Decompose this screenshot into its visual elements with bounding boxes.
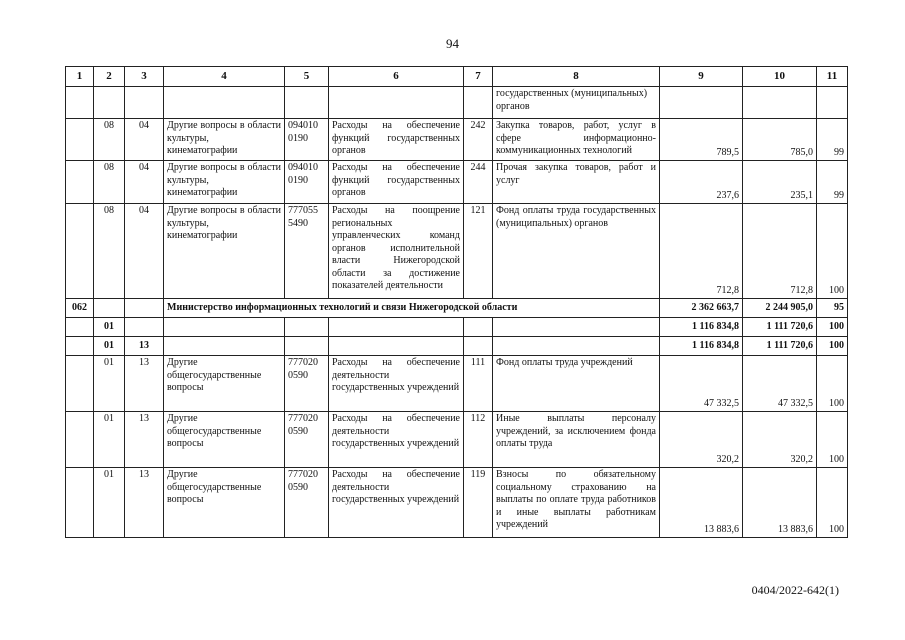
cell-1	[66, 161, 94, 204]
header-cell: 7	[464, 67, 493, 87]
table-row	[66, 87, 848, 119]
cell-3	[125, 299, 164, 318]
cell-4: Другие вопросы в области культуры, кинематографии	[164, 204, 285, 299]
cell-3: 13	[125, 337, 164, 356]
table-row	[66, 119, 848, 161]
cell-10: 1 111 720,6	[743, 318, 817, 337]
cell-5	[285, 87, 329, 119]
cell-6: Расходы на обеспечение деятельности государственных учреждений	[329, 468, 464, 538]
cell-3: 04	[125, 119, 164, 161]
cell-8: Прочая закупка товаров, работ и услуг	[493, 161, 660, 204]
cell-7: 242	[464, 119, 493, 161]
cell-8: Взносы по обязательному социальному страхованию на выплаты по оплате труда работников и иные выплаты работникам учреждений	[493, 468, 660, 538]
cell-10: 13 883,6	[743, 468, 817, 538]
cell-7: 244	[464, 161, 493, 204]
cell-11: 99	[817, 161, 848, 204]
cell-5	[285, 337, 329, 356]
cell-4: Другие общегосударственные вопросы	[164, 412, 285, 468]
section-row	[66, 318, 848, 337]
table-row	[66, 468, 848, 538]
cell-9	[660, 87, 743, 119]
table-row	[66, 356, 848, 412]
table-row	[66, 412, 848, 468]
cell-6: Расходы на обеспечение функций государственных органов	[329, 119, 464, 161]
cell-10: 2 244 905,0	[743, 299, 817, 318]
cell-7: 111	[464, 356, 493, 412]
budget-table	[65, 66, 848, 538]
cell-9: 789,5	[660, 119, 743, 161]
cell-1	[66, 318, 94, 337]
cell-2	[94, 299, 125, 318]
cell-8	[493, 337, 660, 356]
cell-11: 100	[817, 318, 848, 337]
cell-6: Расходы на обеспечение функций государственных органов	[329, 161, 464, 204]
cell-1	[66, 87, 94, 119]
cell-3: 13	[125, 356, 164, 412]
cell-10	[743, 87, 817, 119]
cell-9: 13 883,6	[660, 468, 743, 538]
cell-6	[329, 87, 464, 119]
cell-8	[493, 318, 660, 337]
cell-9: 1 116 834,8	[660, 337, 743, 356]
table-row	[66, 204, 848, 299]
cell-8: Закупка товаров, работ, услуг в сфере информационно-коммуникационных технологий	[493, 119, 660, 161]
cell-9: 712,8	[660, 204, 743, 299]
cell-7: 112	[464, 412, 493, 468]
cell-10: 320,2	[743, 412, 817, 468]
ministry-row	[66, 299, 848, 318]
cell-9: 2 362 663,7	[660, 299, 743, 318]
header-cell: 1	[66, 67, 94, 87]
cell-2: 08	[94, 119, 125, 161]
cell-7	[464, 318, 493, 337]
cell-1	[66, 412, 94, 468]
cell-5: 777020 0590	[285, 468, 329, 538]
cell-11: 100	[817, 412, 848, 468]
header-cell: 2	[94, 67, 125, 87]
ministry-code: 062	[66, 299, 94, 318]
cell-2: 08	[94, 204, 125, 299]
cell-5	[285, 318, 329, 337]
cell-8: Фонд оплаты труда учреждений	[493, 356, 660, 412]
cell-8: Фонд оплаты труда государственных (муниципальных) органов	[493, 204, 660, 299]
cell-7	[464, 87, 493, 119]
cell-6: Расходы на обеспечение деятельности государственных учреждений	[329, 356, 464, 412]
header-row	[66, 67, 848, 87]
cell-4: Другие вопросы в области культуры, кинематографии	[164, 161, 285, 204]
cell-5: 094010 0190	[285, 119, 329, 161]
header-cell: 6	[329, 67, 464, 87]
cell-4: Другие общегосударственные вопросы	[164, 356, 285, 412]
cell-10: 712,8	[743, 204, 817, 299]
cell-5: 777020 0590	[285, 356, 329, 412]
cell-4	[164, 87, 285, 119]
page-number: 94	[446, 36, 459, 51]
cell-3: 13	[125, 468, 164, 538]
cell-2	[94, 87, 125, 119]
cell-7: 119	[464, 468, 493, 538]
header-cell: 4	[164, 67, 285, 87]
cell-2: 01	[94, 356, 125, 412]
cell-2: 01	[94, 412, 125, 468]
cell-5: 777020 0590	[285, 412, 329, 468]
header-cell: 3	[125, 67, 164, 87]
cell-10: 47 332,5	[743, 356, 817, 412]
cell-11	[817, 87, 848, 119]
cell-8: Иные выплаты персоналу учреждений, за исключением фонда оплаты труда	[493, 412, 660, 468]
cell-3	[125, 87, 164, 119]
cell-7	[464, 337, 493, 356]
cell-6	[329, 318, 464, 337]
cell-3: 13	[125, 412, 164, 468]
header-cell: 5	[285, 67, 329, 87]
cell-1	[66, 119, 94, 161]
header-cell: 8	[493, 67, 660, 87]
cell-1	[66, 337, 94, 356]
cell-6	[329, 337, 464, 356]
cell-11: 99	[817, 119, 848, 161]
cell-9: 320,2	[660, 412, 743, 468]
table-row	[66, 161, 848, 204]
cell-6: Расходы на поощрение региональных управленческих команд органов исполнительной власти Нижегородской области за достижение показателей деятельности	[329, 204, 464, 299]
cell-1	[66, 468, 94, 538]
cell-8: государственных (муниципальных) органов	[493, 87, 660, 119]
ministry-title: Министерство информационных технологий и связи Нижегородской области	[164, 299, 660, 318]
cell-2: 08	[94, 161, 125, 204]
cell-9: 47 332,5	[660, 356, 743, 412]
cell-11: 100	[817, 337, 848, 356]
cell-7: 121	[464, 204, 493, 299]
cell-9: 237,6	[660, 161, 743, 204]
cell-4: Другие общегосударственные вопросы	[164, 468, 285, 538]
document-code: 0404/2022-642(1)	[751, 583, 839, 597]
subsection-row	[66, 337, 848, 356]
header-cell: 9	[660, 67, 743, 87]
cell-4: Другие вопросы в области культуры, кинематографии	[164, 119, 285, 161]
header-cell: 11	[817, 67, 848, 87]
cell-5: 777055 5490	[285, 204, 329, 299]
cell-10: 785,0	[743, 119, 817, 161]
cell-1	[66, 204, 94, 299]
cell-11: 100	[817, 468, 848, 538]
cell-3	[125, 318, 164, 337]
cell-2: 01	[94, 468, 125, 538]
cell-11: 95	[817, 299, 848, 318]
cell-6: Расходы на обеспечение деятельности государственных учреждений	[329, 412, 464, 468]
cell-2: 01	[94, 318, 125, 337]
cell-11: 100	[817, 356, 848, 412]
cell-11: 100	[817, 204, 848, 299]
header-cell: 10	[743, 67, 817, 87]
cell-5: 094010 0190	[285, 161, 329, 204]
cell-3: 04	[125, 204, 164, 299]
cell-10: 235,1	[743, 161, 817, 204]
cell-3: 04	[125, 161, 164, 204]
cell-10: 1 111 720,6	[743, 337, 817, 356]
cell-1	[66, 356, 94, 412]
cell-4	[164, 337, 285, 356]
cell-9: 1 116 834,8	[660, 318, 743, 337]
cell-2: 01	[94, 337, 125, 356]
cell-4	[164, 318, 285, 337]
